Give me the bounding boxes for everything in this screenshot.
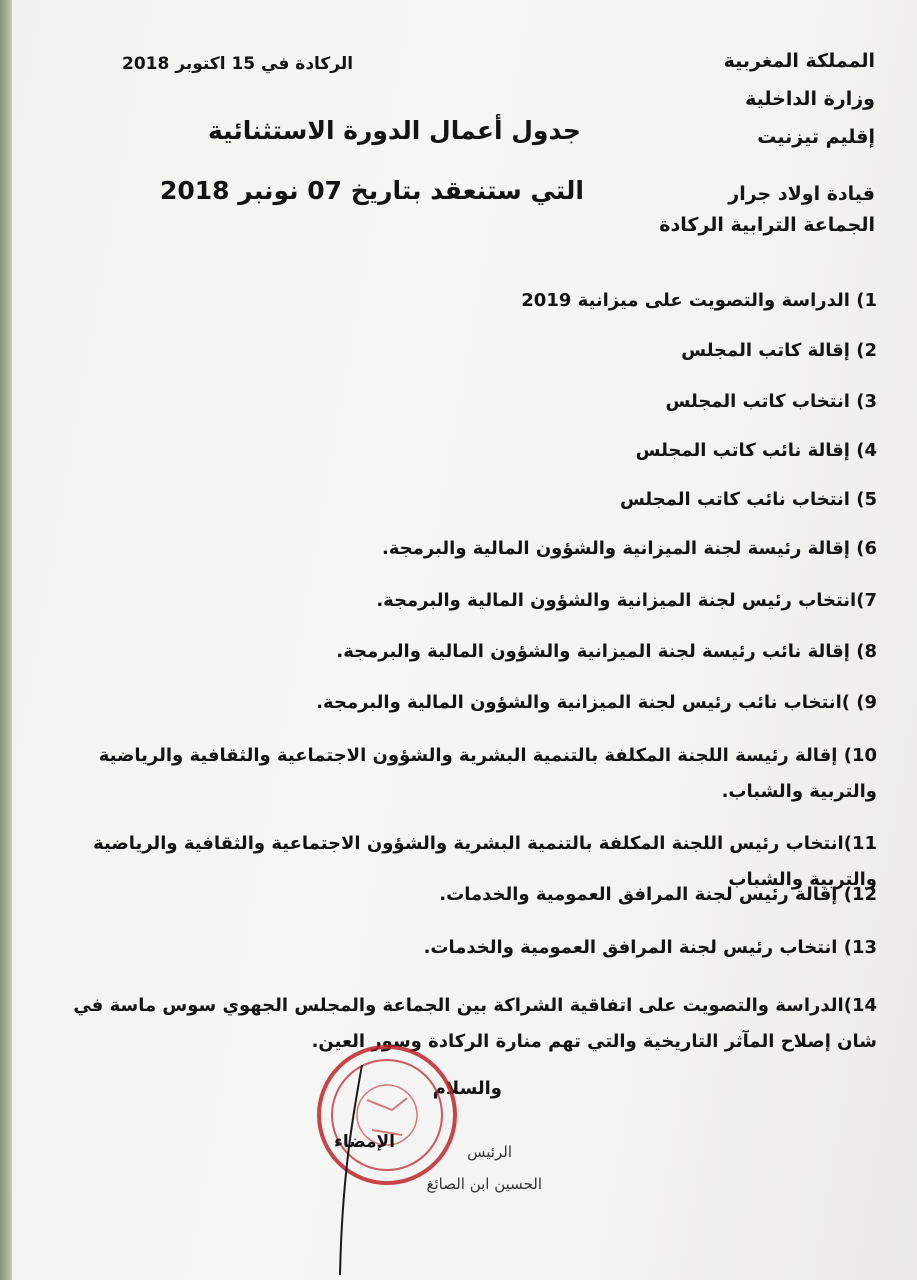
signature-label: الإمضاء — [334, 1132, 395, 1152]
president-title: الرئيس — [467, 1143, 512, 1161]
agenda-item-10: 10) إقالة رئيسة اللجنة المكلفة بالتنمية البشرية والشؤون الاجتماعية والثقافية والرياضية والتربية والشباب. — [98, 745, 877, 802]
header-ministry: وزارة الداخلية — [745, 88, 875, 110]
agenda-item-2: 2) إقالة كاتب المجلس — [681, 340, 877, 361]
closing-salutation: والسلام — [432, 1078, 502, 1099]
agenda-item-3: 3) انتخاب كاتب المجلس — [665, 391, 877, 412]
agenda-item-14: 14)الدراسة والتصويت على اتفاقية الشراكة بين الجماعة والمجلس الجهوي سوس ماسة في شان إصلاح المآثر التاريخية والتي تهم منارة الركادة وسور العين. — [73, 995, 877, 1052]
agenda-item-13: 13) انتخاب رئيس لجنة المرافق العمومية والخدمات. — [423, 937, 877, 958]
president-name: الحسين ابن الصائغ — [426, 1175, 542, 1193]
header-kingdom: المملكة المغربية — [723, 50, 875, 72]
agenda-item-12: 12) إقالة رئيس لجنة المرافق العمومية والخدمات. — [439, 884, 877, 905]
agenda-item-8: 8) إقالة نائب رئيسة لجنة الميزانية والشؤون المالية والبرمجة. — [336, 641, 877, 662]
agenda-item-6: 6) إقالة رئيسة لجنة الميزانية والشؤون المالية والبرمجة. — [381, 538, 877, 559]
header-province: إقليم تيزنيت — [757, 126, 875, 148]
header-caidat: قيادة اولاد جرار — [728, 183, 875, 205]
document-title: جدول أعمال الدورة الاستثنائية — [208, 116, 581, 145]
document-page — [12, 0, 917, 1280]
document-subtitle: التي ستنعقد بتاريخ 07 نونبر 2018 — [160, 176, 584, 205]
agenda-item-9: 9) )انتخاب نائب رئيس لجنة الميزانية والشؤون المالية والبرمجة. — [316, 692, 877, 713]
agenda-item-4: 4) إقالة نائب كاتب المجلس — [635, 440, 877, 461]
signature-stroke — [322, 1060, 382, 1280]
agenda-item-7: 7)انتخاب رئيس لجنة الميزانية والشؤون المالية والبرمجة. — [376, 590, 877, 611]
document-date: الركادة في 15 اكتوبر 2018 — [122, 54, 354, 74]
header-commune: الجماعة الترابية الركادة — [659, 214, 875, 236]
agenda-item-5: 5) انتخاب نائب كاتب المجلس — [619, 489, 877, 510]
agenda-item-1: 1) الدراسة والتصويت على ميزانية 2019 — [521, 290, 877, 311]
agenda-item-11: 11)انتخاب رئيس اللجنة المكلفة بالتنمية البشرية والشؤون الاجتماعية والثقافية والرياضية والتربية والشباب — [93, 833, 877, 890]
